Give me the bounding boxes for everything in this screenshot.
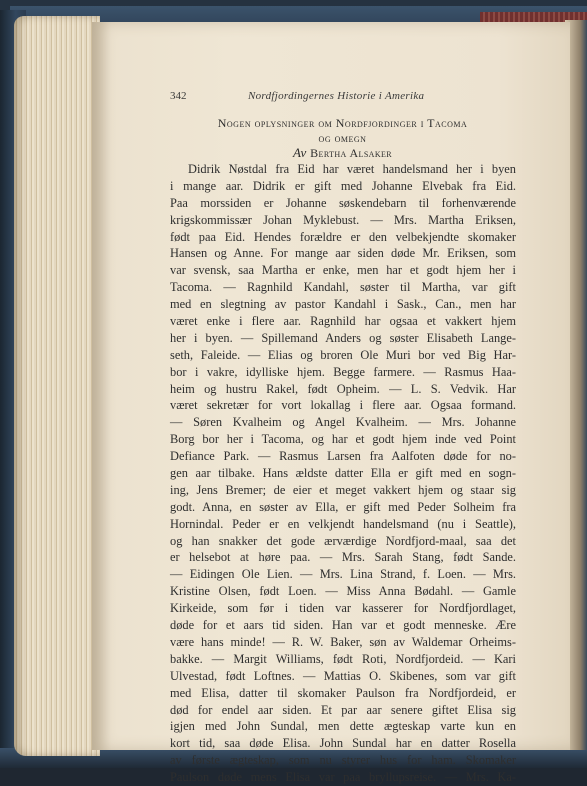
article-body bbox=[170, 161, 516, 786]
body-line: døde for et aars tid siden. Han var et godt menneske. Ære bbox=[170, 618, 516, 633]
body-line: Ulvestad, født Loftnes. — Mattias O. Skibenes, som var gift bbox=[170, 668, 516, 683]
body-line: seth, Faleide. — Elias og broren Ole Muri bor ved Big Har- bbox=[170, 347, 516, 362]
body-line: Hornindal. Peder er en velkjendt handelsmand (nu i Seattle), bbox=[170, 516, 516, 531]
body-line: bakke. — Margit Williams, født Roti, Nordfjordeid. — Kari bbox=[170, 651, 516, 666]
body-line: godt. Anna, en søster av Ella, er gift med Peder Solheim fra bbox=[170, 499, 516, 514]
running-title: Nordfjordingernes Historie i Amerika bbox=[248, 90, 425, 102]
body-line: død for endel aar siden. Et par aar senere giftet Elisa sig bbox=[170, 702, 516, 717]
body-line: og han snakker det gode ærværdige Nordfjord-maal, saa det bbox=[170, 533, 516, 548]
body-line: — Eidingen Ole Lien. — Mrs. Lina Strand, f. Loen. — Mrs. bbox=[170, 567, 516, 582]
byline-author: Bertha Alsaker bbox=[310, 146, 393, 160]
body-line: ing, Jens Bremer; de eier et meget vakkert hjem og staar sig bbox=[170, 482, 516, 497]
body-line: Tacoma. — Ragnhild Kandahl, søster til Martha, var gift bbox=[170, 280, 516, 295]
page-number: 342 bbox=[170, 90, 187, 102]
body-line: av første ægteskap, som nu styrer hus for ham. Skomaker bbox=[170, 753, 516, 768]
body-line: Borg bor her i Tacoma, og har et godt hjem inde ved Point bbox=[170, 432, 516, 447]
body-line: bor i vakre, idylliske hjem. Begge farmere. — Rasmus Haa- bbox=[170, 364, 516, 379]
page-stack-edges bbox=[14, 16, 100, 756]
body-line: er helsebot at høre paa. — Mrs. Sarah Stang, født Sande. bbox=[170, 550, 516, 565]
body-line: Kristine Olsen, født Loen. — Miss Anna Bødahl. — Gamle bbox=[170, 584, 516, 599]
body-line: igjen med John Sundal, men dette ægteskap varte kun en bbox=[170, 719, 516, 734]
body-line: Didrik Nøstdal fra Eid har været handelsmand her i byen bbox=[188, 162, 516, 176]
article-title-line-2: og omegn bbox=[318, 131, 367, 145]
body-line: Defiance Park. — Rasmus Larsen fra Aalfoten døde for no- bbox=[170, 449, 516, 464]
body-line: her i byen. — Spillemand Anders og søster Elisabeth Lange- bbox=[170, 330, 516, 345]
body-line: født paa Eid. Hendes forældre er den velbekjendte skomaker bbox=[170, 229, 516, 244]
body-line: Paulson døde mens Elisa var paa bryllupsreise. — Mrs. Ka- bbox=[170, 770, 516, 785]
byline-prefix: Av bbox=[292, 145, 307, 160]
body-line: i mange aar. Didrik er gift med Johanne Elvebak fra Eid. bbox=[170, 178, 516, 193]
body-line: gen aar tilbake. Hans ældste datter Ella er gift med en sogn- bbox=[170, 466, 516, 481]
body-line: Kirkeide, som før i tiden var kasserer for Nordfjordlaget, bbox=[170, 601, 516, 616]
byline bbox=[170, 145, 515, 161]
body-line: — Søren Kvalheim og Angel Kvalheim. — Mrs. Johanne bbox=[170, 415, 516, 430]
body-line: med en slegtning av pastor Kandahl i Sask., Can., men har bbox=[170, 297, 516, 312]
body-line: været sekretær for vort lokallag i flere aar. Ogsaa formand. bbox=[170, 398, 516, 413]
body-line: krigskommissær Johan Myklebust. — Mrs. Martha Eriksen, bbox=[170, 212, 516, 227]
article-title bbox=[170, 116, 515, 146]
body-line: Paa morssiden er Johanne søskendebarn til forhenværende bbox=[170, 195, 516, 210]
body-line: med Elisa, datter til skomaker Paulson fra Nordfjordeid, er bbox=[170, 685, 516, 700]
body-line: kort tid, saa døde Elisa. John Sundal har en datter Rosella bbox=[170, 736, 516, 751]
body-line: være hans minde! — R. W. Baker, søn av Waldemar Orheims- bbox=[170, 634, 516, 649]
page-header bbox=[170, 90, 535, 106]
body-line: var svensk, saa Martha er enke, men har et godt hjem her i bbox=[170, 263, 516, 278]
body-line: været enke i flere aar. Ragnhild har ogsaa et vakkert hjem bbox=[170, 314, 516, 329]
article-title-line-1: Nogen oplysninger om Nordfjordinger i Tacoma bbox=[217, 116, 468, 130]
body-line: Hansen og Anne. For mange aar siden døde Mr. Eriksen, som bbox=[170, 246, 516, 261]
body-line: heim og hustru Rakel, født Opheim. — L. S. Vedvik. Har bbox=[170, 381, 516, 396]
